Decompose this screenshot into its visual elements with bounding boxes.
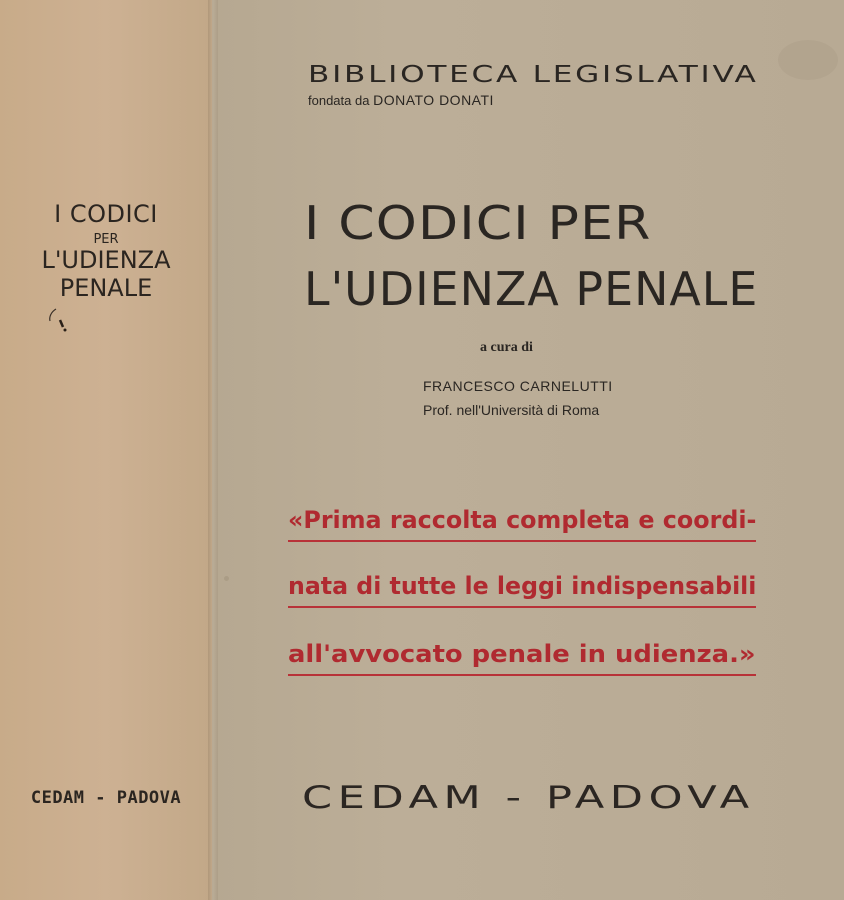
spine-title-line-2: PER xyxy=(93,232,119,247)
paper-spot xyxy=(224,576,229,581)
quote-line-1: «Prima raccolta completa e coordi- xyxy=(288,506,756,542)
spine-fold xyxy=(208,0,218,900)
quote-line-3: all'avvocato penale in udienza.» xyxy=(288,640,756,676)
book-spine xyxy=(0,0,212,900)
book-title-line-2: L'UDIENZA PENALE xyxy=(304,262,759,316)
series-title: BIBLIOTECA LEGISLATIVA xyxy=(308,62,759,88)
spine-title-line-3: L'UDIENZA xyxy=(41,246,171,274)
series-founded-line xyxy=(308,92,494,108)
quote-line-2: nata di tutte le leggi indispensabili xyxy=(288,572,756,608)
front-cover xyxy=(218,0,844,900)
edited-by-label: a cura di xyxy=(480,340,533,355)
spine-title-line-4: PENALE xyxy=(59,274,153,302)
series-founder: DONATO DONATI xyxy=(373,92,494,108)
publisher-imprint: CEDAM - PADOVA xyxy=(302,780,755,816)
book-title-line-1: I CODICI PER xyxy=(304,196,652,250)
editor-name: FRANCESCO CARNELUTTI xyxy=(423,378,613,394)
ink-mark-icon xyxy=(46,306,68,332)
editor-role: Prof. nell'Università di Roma xyxy=(423,402,600,418)
paper-stain xyxy=(778,40,838,80)
series-founded-prefix: fondata da xyxy=(308,93,370,108)
spine-publisher: CEDAM - PADOVA xyxy=(30,788,182,808)
spine-title-line-1: I CODICI xyxy=(54,200,158,228)
